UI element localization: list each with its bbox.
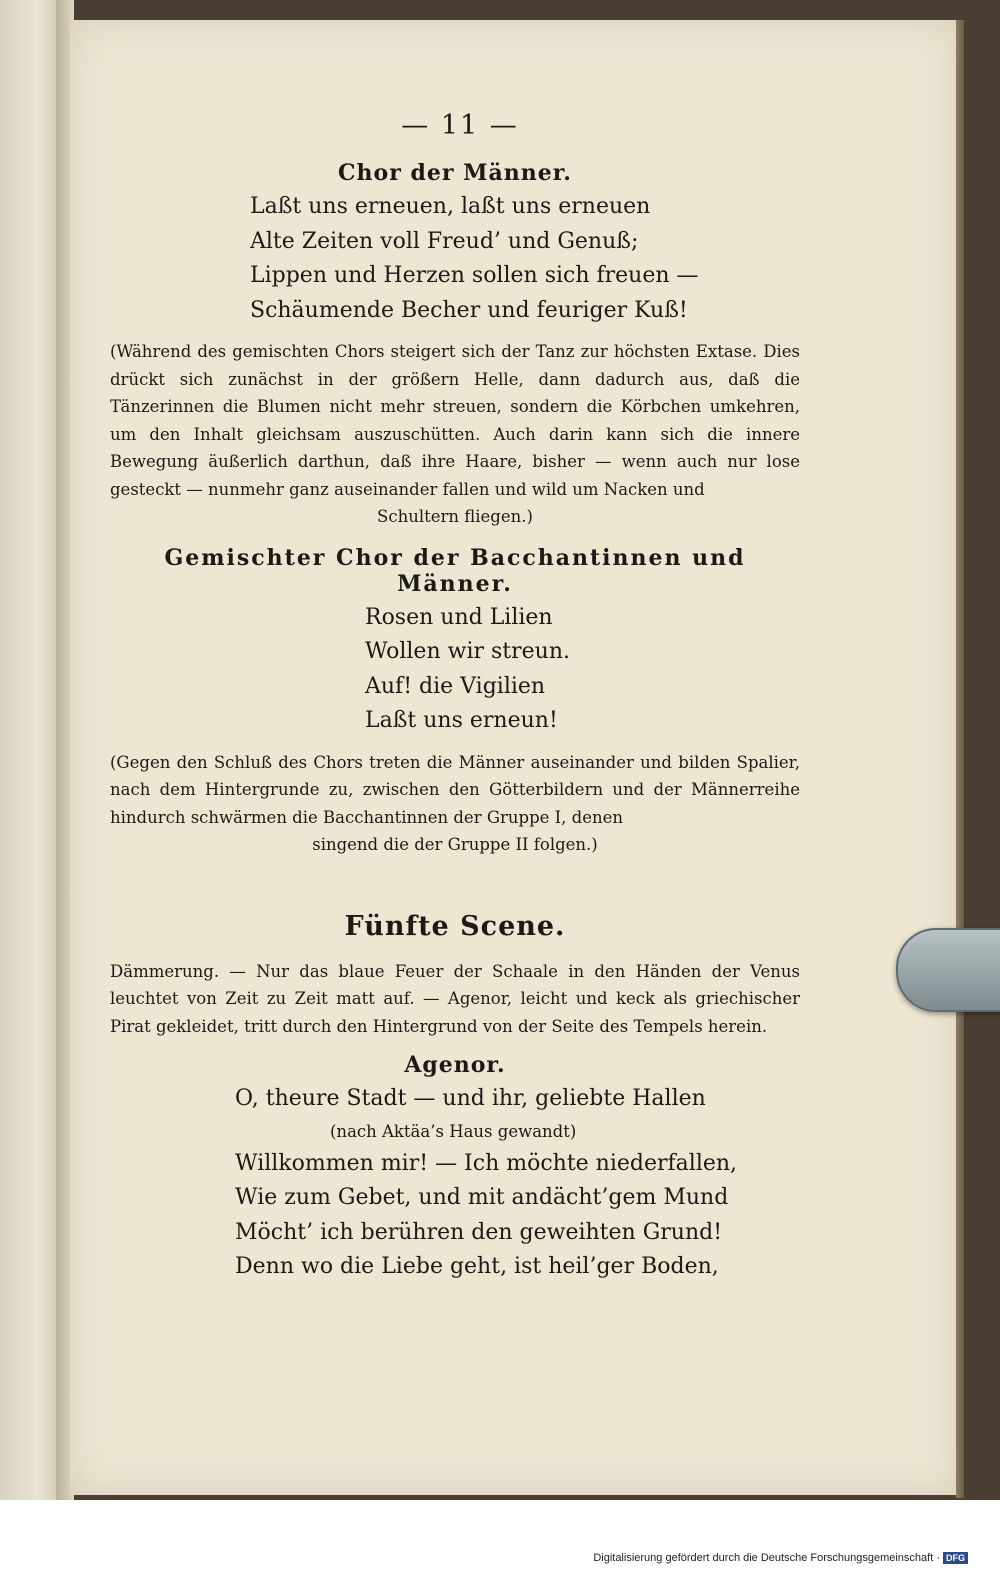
verse-line: Wollen wir streun. (365, 639, 570, 664)
verse-block-4 (110, 1147, 800, 1285)
verse-line: Laßt uns erneun! (365, 708, 558, 733)
verse-line: Denn wo die Liebe geht, ist heil’ger Boden, (235, 1254, 719, 1279)
stage-direction-tail: Schultern fliegen.) (377, 507, 533, 526)
stage-direction-tail: singend die der Gruppe II folgen.) (312, 835, 598, 854)
verse-line: Schäumende Becher und feuriger Kuß! (250, 297, 688, 323)
page-number: — 11 — (401, 110, 519, 141)
verse-line: Willkommen mir! — Ich möchte niederfallen, (235, 1150, 738, 1176)
speaker-chor-der-maenner: Chor der Männer. (338, 160, 572, 186)
footer-credit-text: Digitalisierung gefördert durch die Deutsche Forschungsgemeinschaft · (593, 1552, 940, 1564)
speaker-agenor: Agenor. (404, 1052, 506, 1078)
verse-line: Lippen und Herzen sollen sich freuen — (250, 263, 699, 288)
verse-line: Auf! die Vigilien (365, 673, 546, 699)
footer-credit (593, 1552, 968, 1564)
verse-block-2 (110, 601, 800, 739)
page-turn-tab[interactable] (896, 928, 1000, 1012)
verse-line: Laßt uns erneuen, laßt uns erneuen (250, 194, 651, 219)
verse-block-1 (110, 190, 800, 328)
scene-title: Fünfte Scene. (344, 910, 566, 942)
verse-line: Alte Zeiten voll Freud’ und Genuß; (250, 228, 639, 254)
aside-direction: (nach Aktäa’s Haus gewandt) (330, 1121, 577, 1141)
verse-line: O, theure Stadt — und ihr, geliebte Hallen (235, 1086, 706, 1111)
stage-direction-text: (Während des gemischten Chors steigert sich der Tanz zur höchsten Extase. Dies drückt sich zunächst in der größern Helle, dann dadurch aus, daß die Tänzerinnen die Blumen nicht mehr streuen, sondern die Körbchen umkehren, um den Inhalt gleichsam auszuschütten. Auch darin kann sich die innere Bewegung äußerlich darthun, daß ihre Haare, bisher — wenn auch nur lose gesteckt — nunmehr ganz auseinander fallen und wild um Nacken und (110, 342, 800, 499)
dfg-logo-icon: DFG (943, 1552, 968, 1564)
stage-direction-text: (Gegen den Schluß des Chors treten die Männer auseinander und bilden Spalier, nach dem Hintergrunde zu, zwischen den Götterbildern und der Männerreihe hindurch schwärmen die Bacchantinnen der Gruppe I, denen (110, 752, 800, 827)
facing-page-edge (0, 0, 62, 1500)
page-stack-edge (956, 20, 964, 1498)
verse-block-3 (110, 1082, 800, 1117)
stage-direction-2 (110, 749, 800, 859)
verse-line: Rosen und Lilien (365, 604, 553, 630)
scene-direction: Dämmerung. — Nur das blaue Feuer der Schaale in den Händen der Venus leuchtet von Zeit zu Zeit matt auf. — Agenor, leicht und keck als griechischer Pirat gekleidet, tritt durch den Hintergrund von der Seite des Tempels herein. (110, 961, 800, 1036)
verse-line: Wie zum Gebet, und mit andächt’gem Mund (235, 1185, 729, 1210)
speaker-gemischter-chor: Gemischter Chor der Bacchantinnen und Männer. (164, 544, 746, 597)
stage-direction-1 (110, 338, 800, 531)
verse-line: Möcht’ ich berühren den geweihten Grund! (235, 1219, 723, 1245)
page-content (110, 110, 800, 1285)
